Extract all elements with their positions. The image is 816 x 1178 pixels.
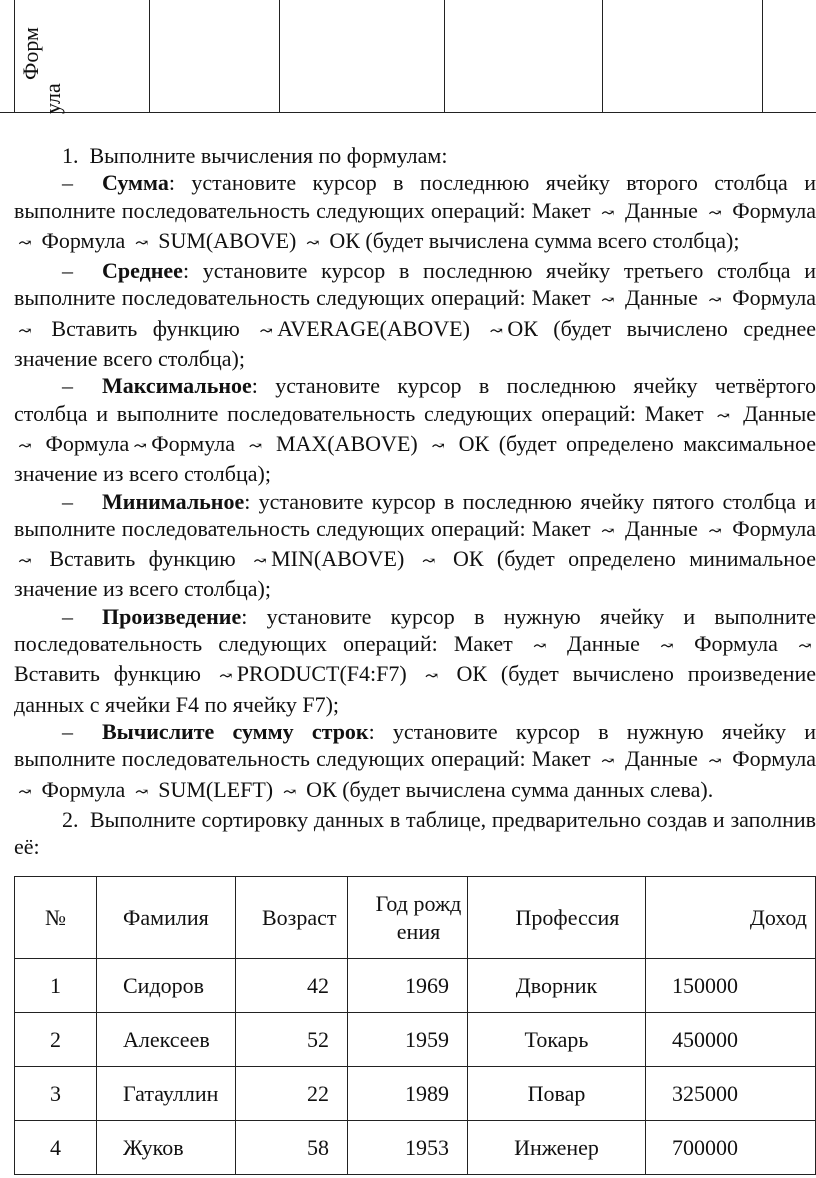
bullet-text: Формула: [36, 776, 131, 802]
bullet-max: [14, 372, 816, 487]
cell-age: 42: [236, 959, 348, 1013]
cell-surname: Гатауллин: [97, 1067, 236, 1121]
rotated-header-label-cut: ула: [40, 83, 65, 114]
arrow-icon: ↝: [18, 437, 32, 455]
arrow-icon: ↝: [18, 322, 32, 340]
header-income: Доход: [646, 877, 816, 959]
arrow-icon: ↝: [282, 783, 297, 801]
bullet-text: Формула: [726, 197, 816, 223]
bullet-text: Данные: [618, 746, 705, 772]
bullet-text: : установите курсор в нужную ячейку и выполните последовательность следующих операций: Макет: [14, 603, 816, 657]
bullet-label: Минимальное: [102, 488, 245, 514]
arrow-icon: ↝: [533, 638, 547, 656]
bullet-text: MAX(ABOVE): [266, 430, 428, 456]
item-text: Выполните сортировку данных в таблице, предварительно создав и заполнив её:: [14, 806, 816, 860]
table-row: [15, 1013, 816, 1067]
bullet-text: Вставить функцию: [36, 315, 256, 341]
cell-age: 58: [236, 1121, 348, 1175]
bullet-text: : установите курсор в последнюю ячейку пятого столбца и выполните последовательность следующих операций: Макет: [14, 488, 816, 541]
cell-income: 450000: [646, 1013, 816, 1067]
bullet-text: Данные: [734, 400, 816, 426]
arrow-icon: ↝: [306, 234, 320, 252]
bullet-text: : установите курсор в последнюю ячейку второго столбца и выполните последовательность следующих операций: Макет: [14, 170, 816, 223]
arrow-icon: ↝: [259, 322, 273, 340]
bullet-text: PRODUCT(F4:F7): [236, 661, 421, 687]
bullet-average: [14, 257, 816, 372]
arrow-icon: ↝: [18, 783, 32, 801]
arrow-icon: ↝: [601, 204, 615, 222]
dash: –: [62, 170, 73, 196]
bullet-text: ОК (будет вычислена сумма всего столбца);: [323, 227, 740, 253]
arrow-icon: ↝: [253, 553, 267, 571]
bullet-text: Данные: [618, 515, 705, 541]
instructions: [14, 142, 816, 860]
table-border: [279, 0, 280, 113]
arrow-icon: ↝: [601, 522, 615, 540]
arrow-icon: ↝: [708, 522, 722, 540]
bullet-text: Данные: [550, 631, 656, 657]
item-number: 1.: [62, 143, 79, 168]
item-text: Выполните вычисления по формулам:: [89, 143, 448, 168]
arrow-icon: ↝: [660, 638, 674, 656]
top-table-fragment: [0, 0, 816, 115]
table-border: [602, 0, 603, 113]
table-header-row: [15, 877, 816, 959]
bullet-label: Вычислите сумму строк: [102, 718, 369, 744]
bullet-text: SUM(LEFT): [152, 776, 279, 802]
cell-income: 700000: [646, 1121, 816, 1175]
arrow-icon: ↝: [601, 292, 615, 310]
arrow-icon: ↝: [18, 234, 32, 252]
bullet-row-sum: [14, 718, 816, 806]
bullet-text: : установите курсор в нужную ячейку и выполните последовательность следующих операций: Макет: [14, 718, 816, 772]
cell-surname: Алексеев: [97, 1013, 236, 1067]
arrow-icon: ↝: [424, 668, 439, 686]
cell-birth-year: 1969: [348, 959, 468, 1013]
bullet-text: ОК (будет вычислена сумма данных слева).: [300, 776, 714, 802]
bullet-text: ОК (будет вычислено среднее значение всего столбца);: [14, 315, 816, 372]
bullet-text: AVERAGE(ABOVE): [277, 315, 486, 341]
bullet-text: Формула: [677, 631, 794, 657]
table-border: [762, 0, 763, 113]
table-border: [444, 0, 445, 113]
bullet-label: Максимальное: [102, 373, 252, 399]
bullet-text: MIN(ABOVE): [271, 546, 418, 572]
bullet-text: Данные: [618, 197, 705, 223]
cell-birth-year: 1959: [348, 1013, 468, 1067]
bullet-text: SUM(ABOVE): [152, 227, 302, 253]
dash: –: [62, 373, 73, 399]
bullet-text: Формула: [36, 430, 130, 456]
rotated-header-label: Форм: [18, 27, 43, 80]
bullet-label: Сумма: [102, 170, 169, 196]
employees-table: [14, 876, 816, 1175]
cell-number: 2: [15, 1013, 97, 1067]
rotated-header-cut: [40, 2, 65, 114]
table-border: [0, 112, 816, 113]
bullet-text: Данные: [618, 285, 705, 311]
item-number: 2.: [62, 806, 79, 832]
arrow-icon: ↝: [716, 407, 731, 425]
arrow-icon: ↝: [18, 553, 32, 571]
cell-birth-year: 1953: [348, 1121, 468, 1175]
cell-income: 150000: [646, 959, 816, 1013]
cell-surname: Жуков: [97, 1121, 236, 1175]
cell-number: 1: [15, 959, 97, 1013]
arrow-icon: ↝: [248, 437, 263, 455]
bullet-text: Вставить функцию: [36, 546, 250, 572]
cell-surname: Сидоров: [97, 959, 236, 1013]
cell-profession: Инженер: [468, 1121, 646, 1175]
bullet-text: Формула: [726, 515, 816, 541]
arrow-icon: ↝: [489, 322, 504, 340]
cell-profession: Повар: [468, 1067, 646, 1121]
arrow-icon: ↝: [135, 234, 149, 252]
cell-income: 325000: [646, 1067, 816, 1121]
header-number: №: [15, 877, 97, 959]
bullet-sum: [14, 169, 816, 257]
cell-number: 3: [15, 1067, 97, 1121]
bullet-text: Формула: [151, 430, 245, 456]
cell-birth-year: 1989: [348, 1067, 468, 1121]
bullet-text: Формула: [726, 746, 816, 772]
bullet-text: Вставить функцию: [14, 661, 215, 687]
cell-age: 52: [236, 1013, 348, 1067]
table-border: [14, 0, 15, 113]
arrow-icon: ↝: [708, 292, 722, 310]
rotated-header-cell: [18, 2, 43, 110]
arrow-icon: ↝: [135, 783, 149, 801]
table-border: [149, 0, 150, 113]
bullet-label: Среднее: [102, 258, 183, 284]
dash: –: [62, 603, 73, 629]
table-row: [15, 1067, 816, 1121]
table-row: [15, 959, 816, 1013]
arrow-icon: ↝: [708, 753, 722, 771]
item-2: [14, 806, 816, 861]
bullet-text: ОК (будет определено максимальное значение из всего столбца);: [14, 430, 816, 487]
bullet-text: Формула: [726, 285, 816, 311]
bullet-text: ОК (будет определено минимальное значение из всего столбца);: [14, 546, 816, 602]
bullet-text: ОК (будет вычислено произведение данных с ячейки F4 по ячейку F7);: [14, 661, 816, 717]
arrow-icon: ↝: [708, 204, 722, 222]
bullet-min: [14, 488, 816, 603]
cell-profession: Дворник: [468, 959, 646, 1013]
arrow-icon: ↝: [601, 753, 615, 771]
bullet-text: Формула: [36, 227, 131, 253]
bullet-label: Произведение: [102, 603, 242, 629]
header-profession: Профессия: [468, 877, 646, 959]
dash: –: [62, 258, 73, 284]
dash: –: [62, 488, 73, 514]
item-1: [14, 142, 816, 169]
header-age: Возраст: [236, 877, 348, 959]
bullet-product: [14, 603, 816, 718]
bullet-text: : установите курсор в последнюю ячейку четвёртого столбца и выполните последовательность следующих операций: Макет: [14, 373, 816, 426]
header-birth-year: Год рождения: [348, 877, 468, 959]
arrow-icon: ↝: [431, 437, 445, 455]
arrow-icon: ↝: [133, 437, 147, 455]
dash: –: [62, 718, 73, 744]
arrow-icon: ↝: [421, 553, 436, 571]
bullet-text: : установите курсор в последнюю ячейку третьего столбца и выполните последовательность следующих операций: Макет: [14, 258, 816, 311]
table-row: [15, 1121, 816, 1175]
cell-number: 4: [15, 1121, 97, 1175]
arrow-icon: ↝: [219, 668, 233, 686]
cell-profession: Токарь: [468, 1013, 646, 1067]
arrow-icon: ↝: [798, 638, 812, 656]
header-surname: Фамилия: [97, 877, 236, 959]
cell-age: 22: [236, 1067, 348, 1121]
